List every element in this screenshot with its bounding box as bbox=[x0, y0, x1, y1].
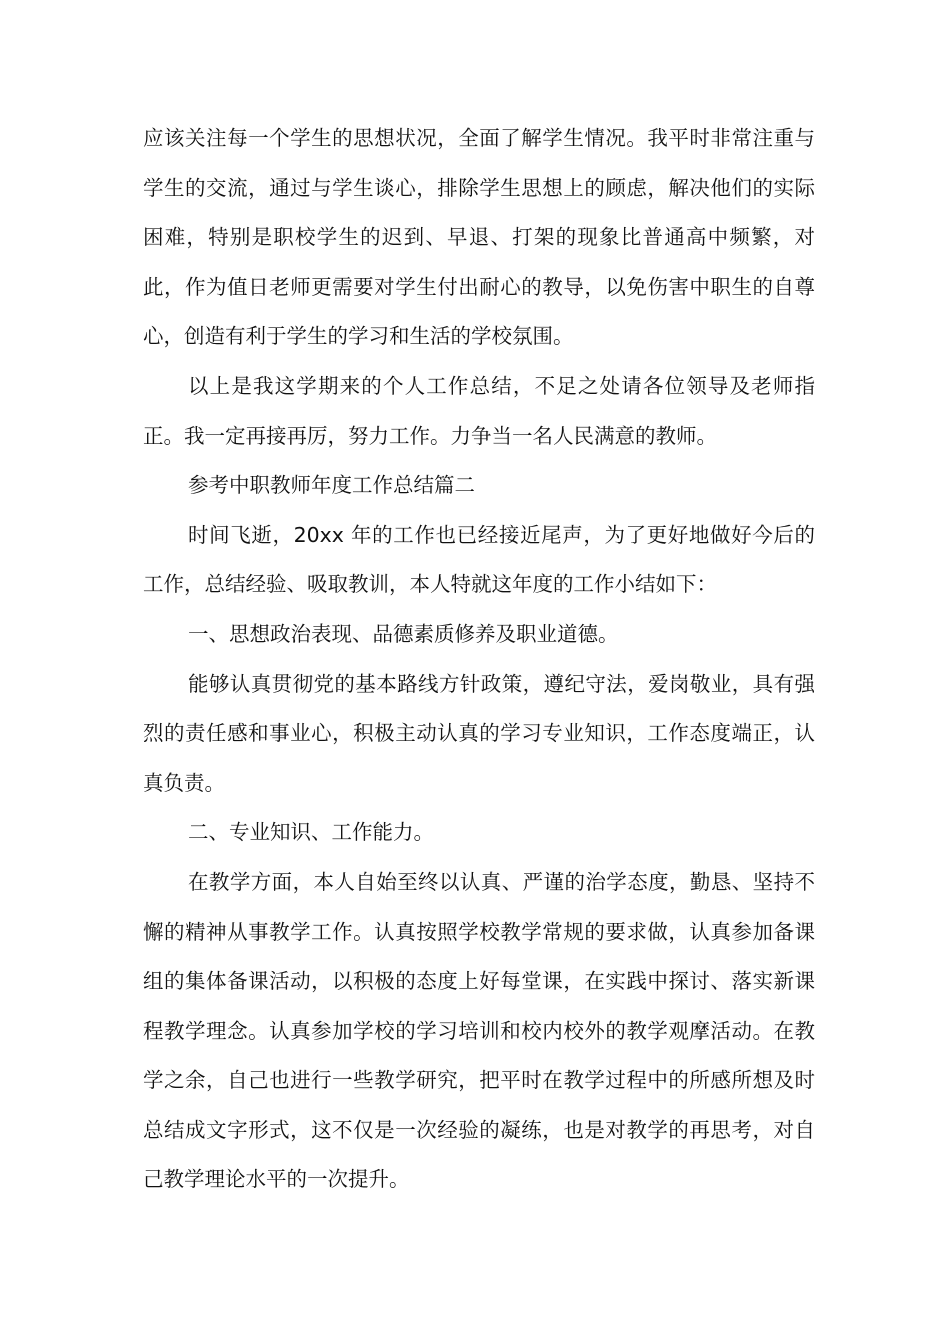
heading-professional: 二、专业知识、工作能力。 bbox=[188, 820, 434, 845]
paragraph-ideology: 能够认真贯彻党的基本路线方针政策，遵纪守法，爱岗敬业，具有强烈的责任感和事业心，积极主动认真的学习专业知识，工作态度端正，认真负责。 bbox=[143, 671, 815, 795]
paragraph-intro: 时间飞逝，20xx 年的工作也已经接近尾声，为了更好地做好今后的工作，总结经验、吸取教训，本人特就这年度的工作小结如下： bbox=[143, 522, 815, 597]
heading-ideology: 一、思想政治表现、品德素质修养及职业道德。 bbox=[188, 621, 619, 646]
paragraph-summary-closing: 以上是我这学期来的个人工作总结，不足之处请各位领导及老师指正。我一定再接再厉，努力工作。力争当一名人民满意的教师。 bbox=[143, 373, 815, 448]
section-title: 参考中职教师年度工作总结篇二 bbox=[188, 473, 475, 498]
paragraph-continuation: 应该关注每一个学生的思想状况，全面了解学生情况。我平时非常注重与学生的交流，通过与学生谈心，排除学生思想上的顾虑，解决他们的实际困难，特别是职校学生的迟到、早退、打架的现象比普通高中频繁，对此，作为值日老师更需要对学生付出耐心的教导，以免伤害中职生的自尊心，创造有利于学生的学习和生活的学校氛围。 bbox=[143, 126, 815, 349]
document-body bbox=[143, 114, 815, 1205]
paragraph-teaching: 在教学方面，本人自始至终以认真、严谨的治学态度，勤恳、坚持不懈的精神从事教学工作。认真按照学校教学常规的要求做，认真参加备课组的集体备课活动，以积极的态度上好每堂课，在实践中探讨、落实新课程教学理念。认真参加学校的学习培训和校内校外的教学观摩活动。在教学之余，自己也进行一些教学研究，把平时在教学过程中的所感所想及时总结成文字形式，这不仅是一次经验的凝练，也是对教学的再思考，对自己教学理论水平的一次提升。 bbox=[143, 869, 815, 1192]
